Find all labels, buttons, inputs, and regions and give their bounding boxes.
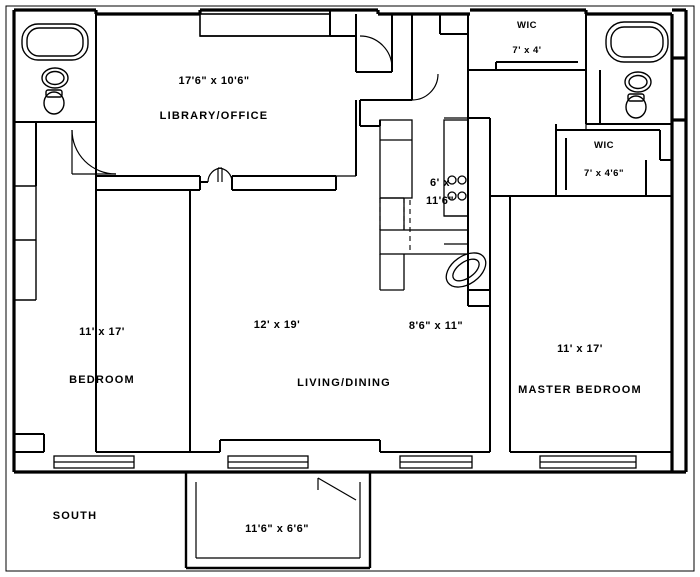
label-bedroom-dimension: 11' x 17' <box>79 326 125 338</box>
label-wic-1-dimension: 7' x 4' <box>512 45 542 56</box>
label-orientation-south: SOUTH <box>52 510 98 522</box>
label-foyer-dimension: 8'6" x 11" <box>408 320 464 332</box>
label-balcony-dimension: 11'6" x 6'6" <box>245 523 309 535</box>
label-library-dimension: 17'6" x 10'6" <box>178 75 250 87</box>
label-wic-2-room: WIC <box>594 140 614 151</box>
label-wic-1-room: WIC <box>517 20 537 31</box>
label-master-bedroom-room: MASTER BEDROOM <box>518 384 642 396</box>
label-living-dimension: 12' x 19' <box>253 319 301 331</box>
label-wic-2-dimension: 7' x 4'6" <box>584 168 624 179</box>
label-living-room: LIVING/DINING <box>297 377 391 389</box>
label-kitchen-dimension-line-2: 11'6" <box>425 195 455 207</box>
label-master-dimension: 11' x 17' <box>557 343 603 355</box>
label-kitchen-dimension-line-1: 6' x <box>430 177 450 189</box>
label-bedroom-room: BEDROOM <box>69 374 135 386</box>
label-library-room: LIBRARY/OFFICE <box>159 110 269 122</box>
